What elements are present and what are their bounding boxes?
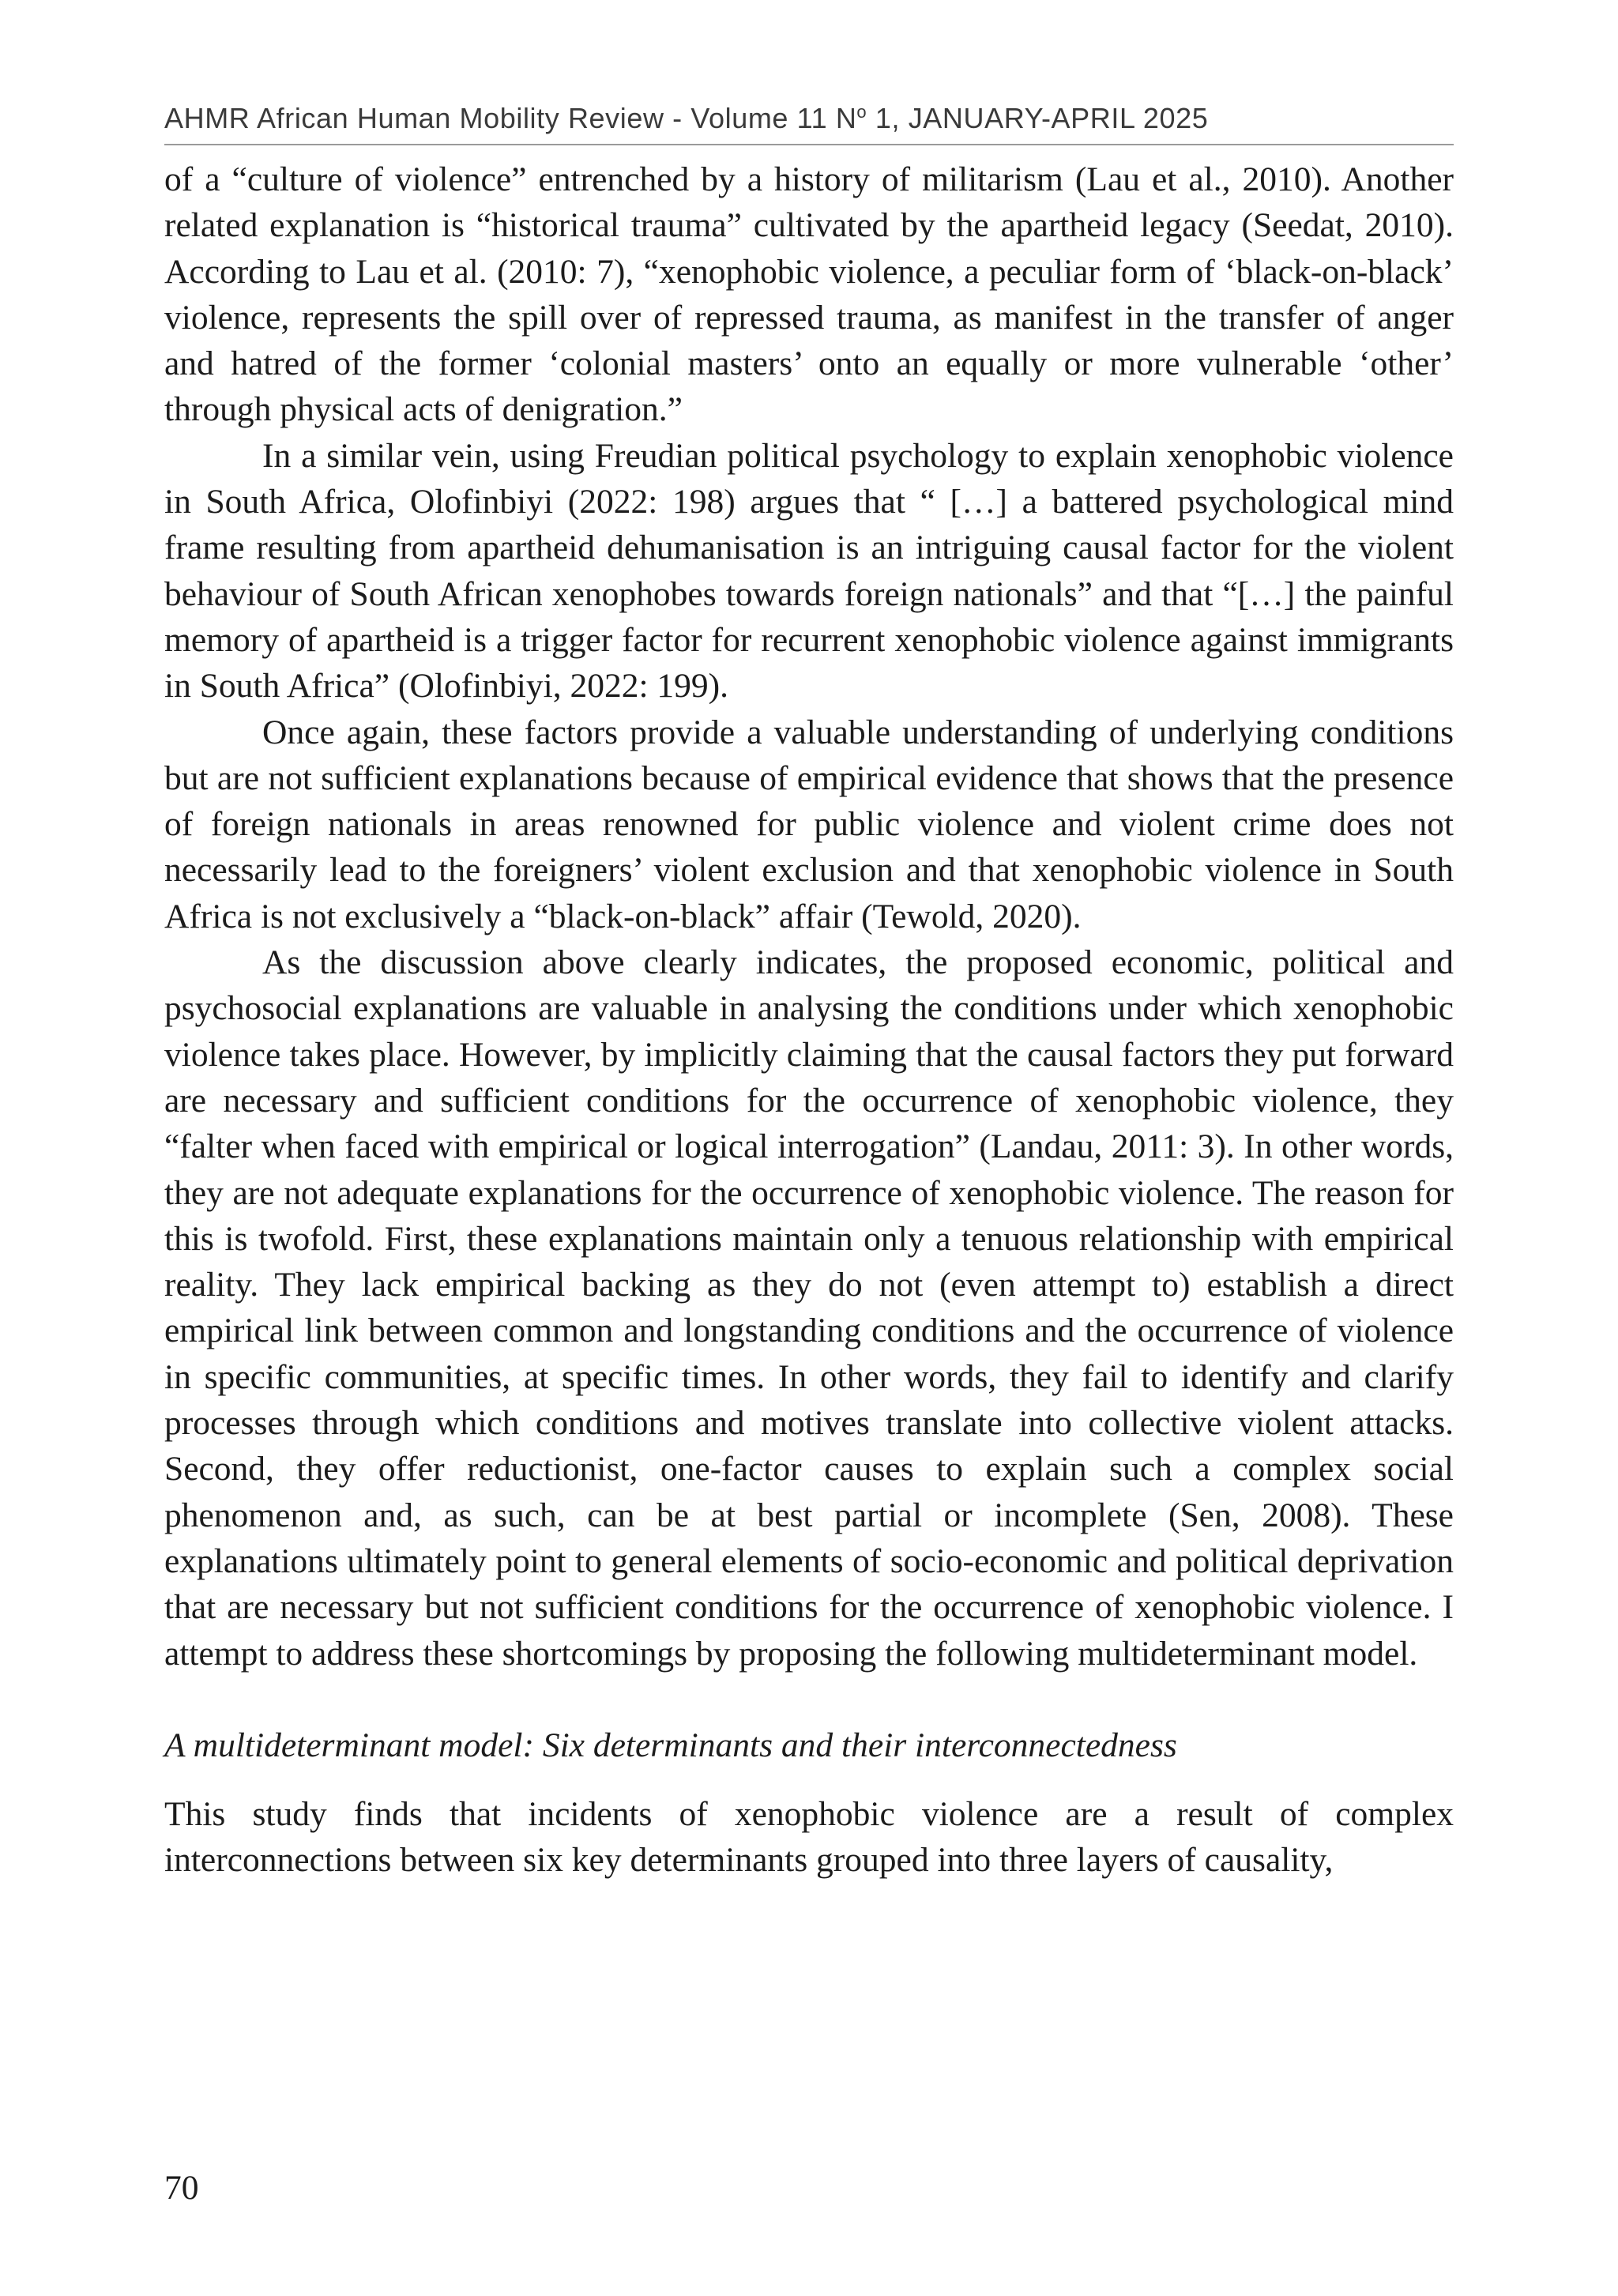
paragraph-continued: of a “culture of violence” entrenched by a history of militarism (Lau et al., 2010). Another related explanation is “historical trauma” cultivated by the apartheid legacy (Seedat, 2010). According to Lau et al. (2010: 7), “xenophobic violence, a peculiar form of ‘black-on-black’ violence, represents the spill over of repressed trauma, as manifest in the transfer of anger and hatred of the former ‘colonial masters’ onto an equally or more vulnerable ‘other’ through physical acts of denigration.” bbox=[164, 160, 1454, 429]
page-number: 70 bbox=[164, 2169, 199, 2207]
paragraph-freudian-psychology: In a similar vein, using Freudian political psychology to explain xenophobic violence in South Africa, Olofinbiyi (2022: 198) argues that “ […] a battered psychological mind frame resulting from apartheid dehumanisation is an intriguing causal factor for the violent behaviour of South African xenophobes towards foreign nationals” and that “[…] the painful memory of apartheid is a trigger factor for recurrent xenophobic violence against immigrants in South Africa” (Olofinbiyi, 2022: 199). bbox=[164, 436, 1454, 706]
paragraph-discussion: As the discussion above clearly indicates, the proposed economic, political and psychosocial explanations are valuable in analysing the conditions under which xenophobic violence takes place. However, by implicitly claiming that the causal factors they put forward are necessary and sufficient conditions for the occurrence of xenophobic violence, they “falter when faced with empirical or logical interrogation” (Landau, 2011: 3). In other words, they are not adequate explanations for the occurrence of xenophobic violence. The reason for this is twofold. First, these explanations maintain only a tenuous relationship with empirical reality. They lack empirical backing as they do not (even attempt to) establish a direct empirical link between common and longstanding conditions and the occurrence of violence in specific communities, at specific times. In other words, they fail to identify and clarify processes through which conditions and motives translate into collective violent attacks. Second, they offer reductionist, one-factor causes to explain such a complex social phenomenon and, as such, can be at best partial or incomplete (Sen, 2008). These explanations ultimately point to general elements of socio-economic and political deprivation that are necessary but not sufficient conditions for the occurrence of xenophobic violence. I attempt to address these shortcomings by proposing the following multideterminant model. bbox=[164, 943, 1454, 1673]
section-heading: A multideterminant model: Six determinants and their interconnectedness bbox=[164, 1726, 1177, 1764]
header-journal-title: AHMR African Human Mobility Review - Volume 11 N bbox=[164, 102, 857, 134]
paragraph-once-again: Once again, these factors provide a valuable understanding of underlying conditions but are not sufficient explanations because of empirical evidence that shows that the presence of foreign nationals in areas renowned for public violence and violent crime does not necessarily lead to the foreigners’ violent exclusion and that xenophobic violence in South Africa is not exclusively a “black-on-black” affair (Tewold, 2020). bbox=[164, 713, 1454, 935]
header-issue: 1, JANUARY-APRIL 2025 bbox=[867, 102, 1209, 134]
paragraph-section-intro: This study finds that incidents of xenophobic violence are a result of complex interconnections between six key determinants grouped into three layers of causality, bbox=[164, 1795, 1454, 1880]
header-number-superscript: o bbox=[856, 102, 867, 122]
article-body bbox=[164, 156, 1454, 1884]
running-header bbox=[164, 98, 1454, 145]
